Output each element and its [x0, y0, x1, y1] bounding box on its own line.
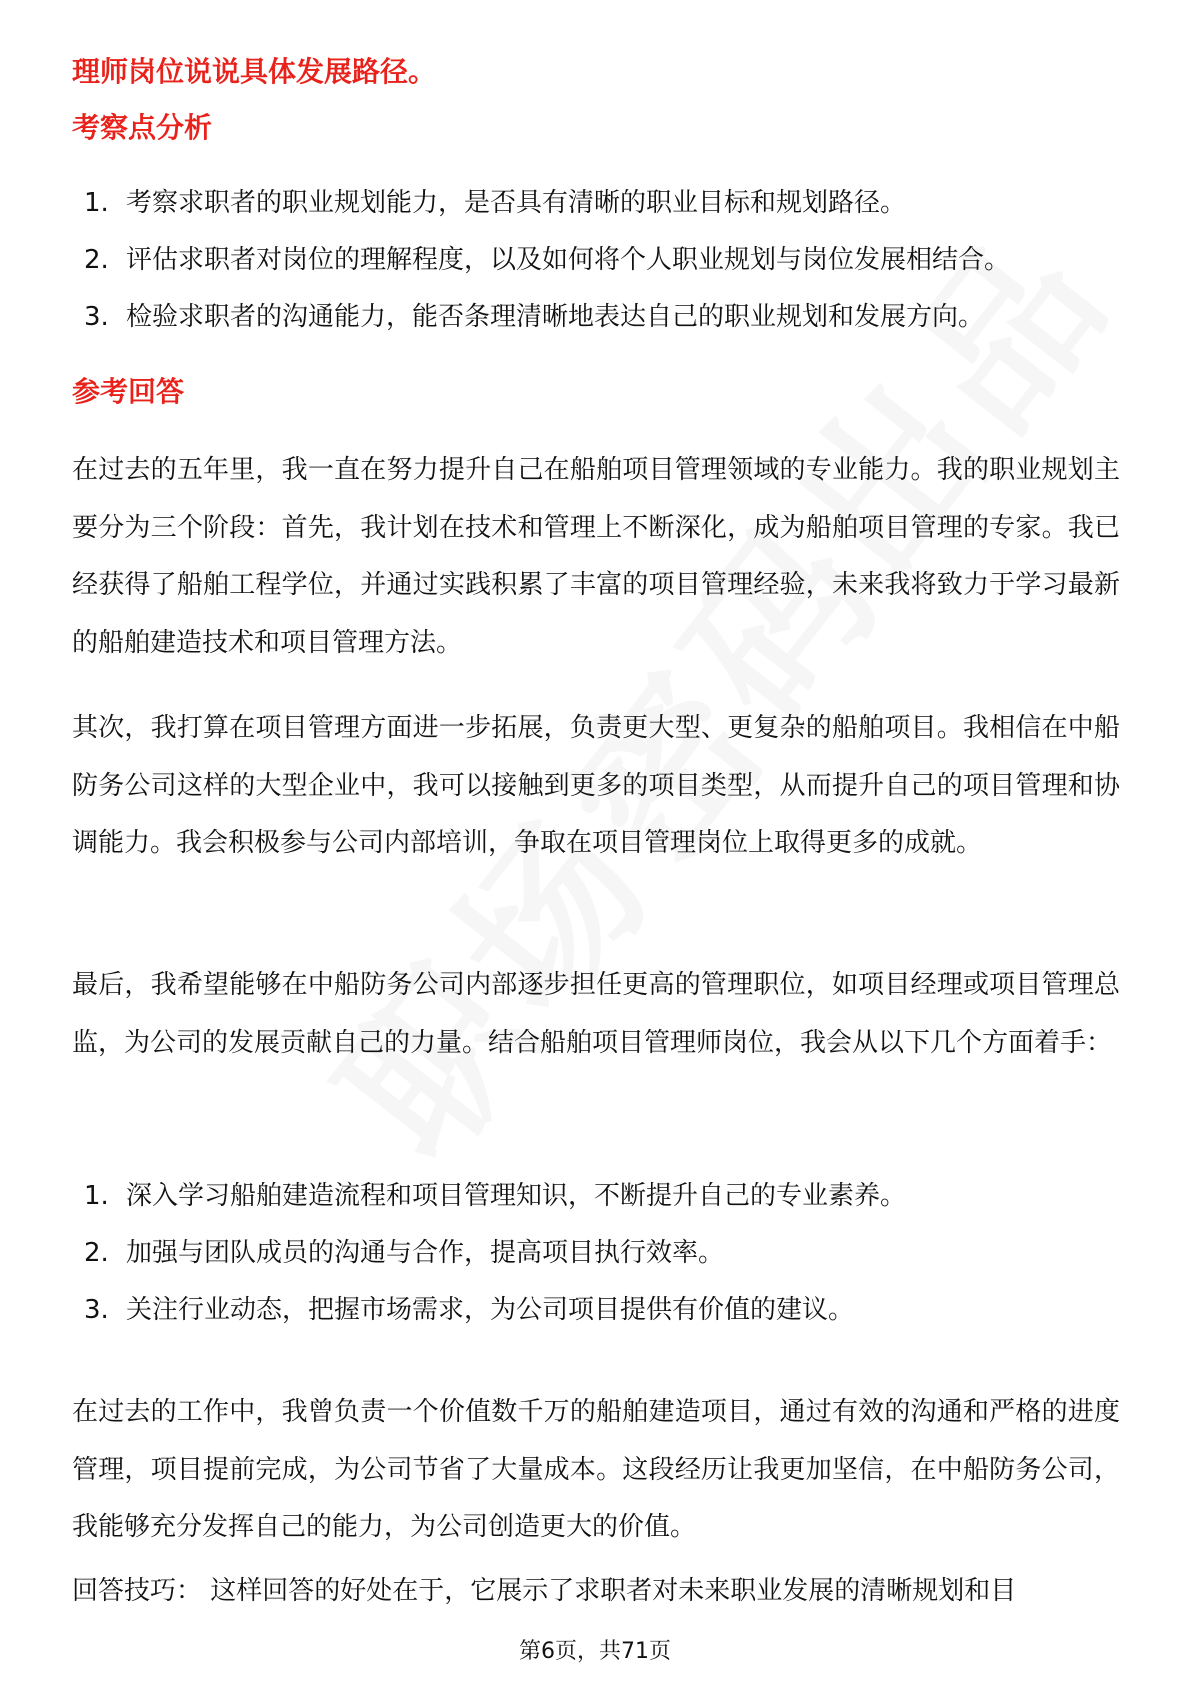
list-item: 2. 评估求职者对岗位的理解程度，以及如何将个人职业规划与岗位发展相结合。: [84, 245, 1011, 275]
closing-paragraph: 在过去的工作中，我曾负责一个价值数千万的船舶建造项目，通过有效的沟通和严格的进度管理，项目提前完成，为公司节省了大量成本。这段经历让我更加坚信，在中船防务公司，我能够充分发挥自己的能力，为公司创造更大的价值。: [72, 1397, 1120, 1542]
answer-paragraph: 其次，我打算在项目管理方面进一步拓展，负责更大型、更复杂的船舶项目。我相信在中船防务公司这样的大型企业中，我可以接触到更多的项目类型，从而提升自己的项目管理和协调能力。我会积极参与公司内部培训，争取在项目管理岗位上取得更多的成就。: [72, 713, 1120, 858]
list-item: 1. 考察求职者的职业规划能力，是否具有清晰的职业目标和规划路径。: [84, 188, 907, 218]
list-item: 3. 检验求职者的沟通能力，能否条理清晰地表达自己的职业规划和发展方向。: [84, 302, 985, 332]
list-item: 3. 关注行业动态，把握市场需求，为公司项目提供有价值的建议。: [84, 1295, 855, 1325]
list-item: 2. 加强与团队成员的沟通与合作，提高项目执行效率。: [84, 1238, 725, 1268]
answer-heading: 参考回答: [72, 375, 185, 408]
page-number: 第6页，共71页: [519, 1639, 671, 1664]
list-item: 1. 深入学习船舶建造流程和项目管理知识，不断提升自己的专业素养。: [84, 1181, 907, 1211]
analysis-list: [84, 183, 1010, 354]
analysis-heading: 考察点分析: [72, 111, 213, 144]
plan-list: [84, 1176, 906, 1347]
tips-paragraph: 回答技巧： 这样回答的好处在于，它展示了求职者对未来职业发展的清晰规划和目: [72, 1576, 1017, 1606]
answer-paragraph: 在过去的五年里，我一直在努力提升自己在船舶项目管理领域的专业能力。我的职业规划主要分为三个阶段：首先，我计划在技术和管理上不断深化，成为船舶项目管理的专家。我已经获得了船舶工程学位，并通过实践积累了丰富的项目管理经验，未来我将致力于学习最新的船舶建造技术和项目管理方法。: [72, 455, 1120, 658]
answer-paragraph: 最后，我希望能够在中船防务公司内部逐步担任更高的管理职位，如项目经理或项目管理总监，为公司的发展贡献自己的力量。结合船舶项目管理师岗位，我会从以下几个方面着手：: [72, 970, 1120, 1058]
question-continuation: 理师岗位说说具体发展路径。: [72, 55, 437, 88]
